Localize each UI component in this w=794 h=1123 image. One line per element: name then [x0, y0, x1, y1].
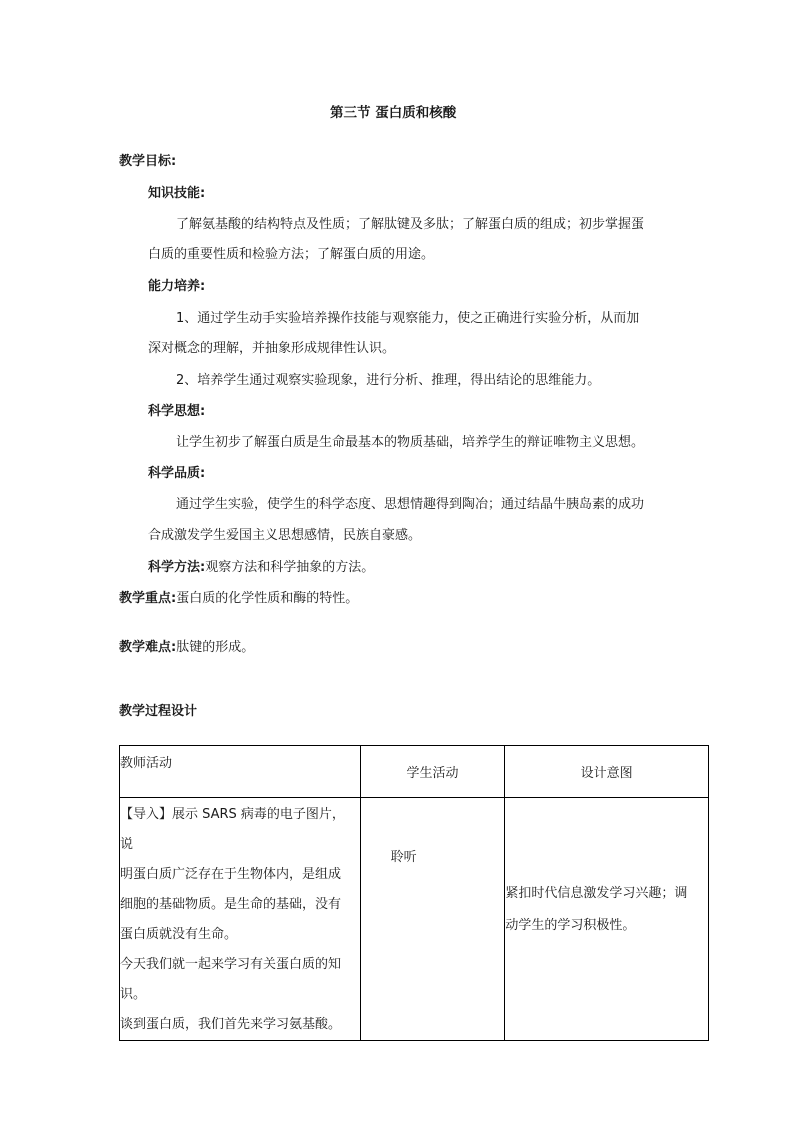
key-point-row — [119, 590, 358, 608]
objectives-heading: 教学目标: — [119, 154, 177, 169]
design-line: 紧扣时代信息激发学习兴趣；调 — [505, 886, 688, 901]
method-text: 观察方法和科学抽象的方法。 — [205, 560, 375, 575]
thought-heading: 科学思想: — [148, 404, 206, 419]
lesson-process-table — [119, 745, 709, 1041]
header-teacher-activity: 教师活动 — [120, 746, 361, 798]
key-point-heading: 教学重点: — [119, 591, 177, 606]
table-row — [120, 798, 709, 1041]
difficulty-row — [119, 639, 254, 657]
difficulty-heading: 教学难点: — [119, 640, 177, 655]
table-header-row — [120, 746, 709, 798]
ability-item1-line: 1、通过学生动手实验培养操作技能与观察能力，使之正确进行实验分析，从而加 — [176, 311, 640, 326]
teacher-line: 今天我们就一起来学习有关蛋白质的知 — [120, 957, 342, 972]
thought-line: 让学生初步了解蛋白质是生命最基本的物质基础，培养学生的辩证唯物主义思想。 — [176, 435, 645, 450]
page-title: 第三节 蛋白质和核酸 — [330, 105, 457, 121]
teacher-line: 明蛋白质广泛存在于生物体内，是组成 — [120, 867, 342, 882]
key-point-text: 蛋白质的化学性质和酶的特性。 — [176, 591, 359, 606]
student-activity-cell: 聆听 — [360, 798, 505, 1041]
quality-line: 通过学生实验，使学生的科学态度、思想情趣得到陶冶；通过结晶牛胰岛素的成功 — [176, 497, 645, 512]
teacher-line: 细胞的基础物质。是生命的基础，没有 — [120, 897, 342, 912]
header-design-intent: 设计意图 — [505, 746, 709, 798]
ability-heading: 能力培养: — [148, 279, 206, 294]
knowledge-heading: 知识技能: — [148, 186, 206, 201]
teacher-line: 识。 — [120, 987, 147, 1002]
quality-heading: 科学品质: — [148, 466, 206, 481]
ability-item2: 2、培养学生通过观察实验现象，进行分析、推理，得出结论的思维能力。 — [176, 373, 601, 388]
teacher-line: 谈到蛋白质，我们首先来学习氨基酸。 — [120, 1017, 342, 1032]
knowledge-line: 白质的重要性质和检验方法；了解蛋白质的用途。 — [148, 247, 435, 262]
ability-item1-line: 深对概念的理解，并抽象形成规律性认识。 — [148, 341, 396, 356]
difficulty-text: 肽键的形成。 — [176, 640, 255, 655]
knowledge-line: 了解氨基酸的结构特点及性质；了解肽键及多肽；了解蛋白质的组成；初步掌握蛋 — [176, 217, 645, 232]
method-row — [148, 559, 374, 577]
teacher-line: 【导入】展示 SARS 病毒的电子图片，说 — [120, 807, 345, 852]
header-student-activity: 学生活动 — [360, 746, 505, 798]
teacher-activity-cell — [120, 798, 361, 1041]
teacher-line: 蛋白质就没有生命。 — [120, 927, 238, 942]
method-heading: 科学方法: — [148, 560, 206, 575]
design-intent-cell — [505, 798, 709, 1041]
quality-line: 合成激发学生爱国主义思想感情，民族自豪感。 — [148, 528, 422, 543]
design-line: 动学生的学习积极性。 — [505, 918, 636, 933]
process-heading: 教学过程设计 — [119, 704, 198, 719]
